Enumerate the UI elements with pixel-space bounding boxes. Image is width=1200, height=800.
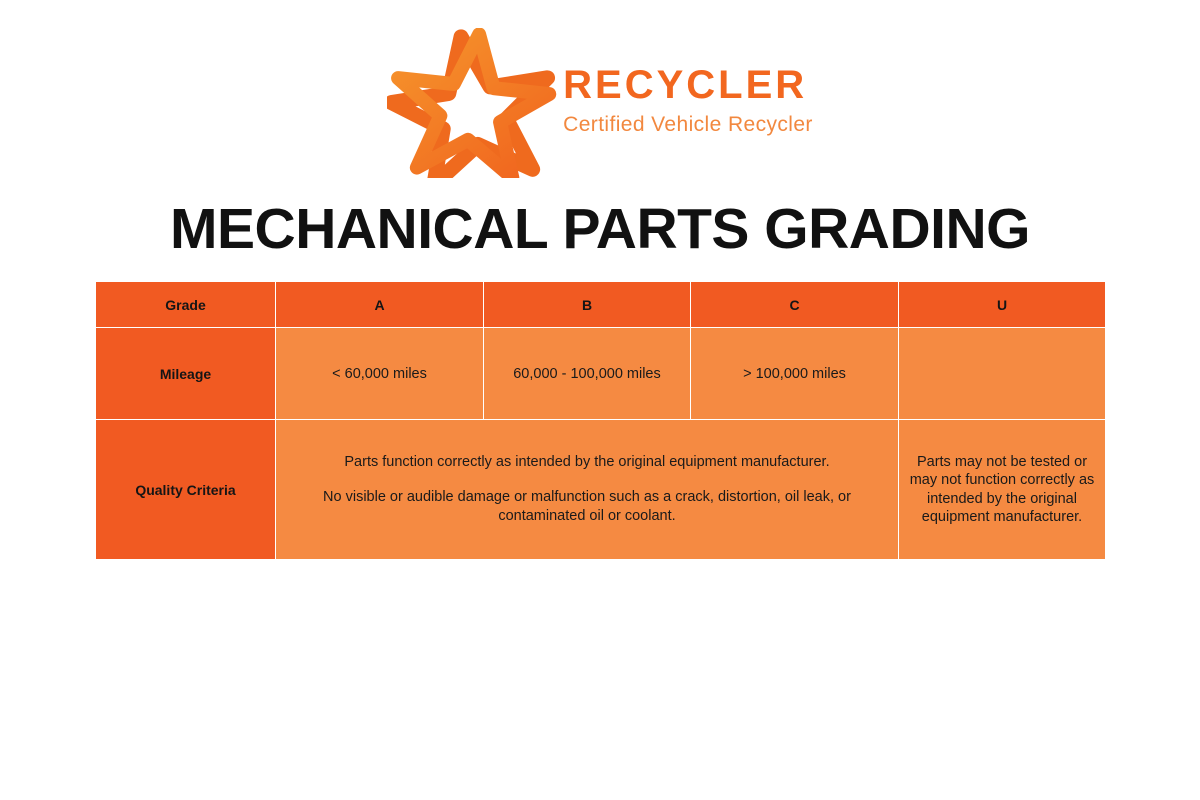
mileage-a: < 60,000 miles [276,328,484,420]
table-row [96,420,1106,560]
row-label-mileage: Mileage [96,328,276,420]
brand-logo [0,28,1200,178]
row-label-quality-criteria: Quality Criteria [96,420,276,560]
mileage-c: > 100,000 miles [691,328,899,420]
quality-criteria-u: Parts may not be tested or may not function correctly as intended by the original equipment manufacturer. [899,420,1106,560]
header-a: A [276,282,484,328]
mileage-u [899,328,1106,420]
header-b: B [484,282,691,328]
header-c: C [691,282,899,328]
logo-title: RECYCLER [563,63,808,107]
table-row [96,328,1106,420]
quality-criteria-line-1: Parts function correctly as intended by the original equipment manufacturer. [344,453,830,470]
page-title: MECHANICAL PARTS GRADING [170,197,1030,261]
logo-inner [387,28,813,178]
mileage-b: 60,000 - 100,000 miles [484,328,691,420]
logo-wordmark [563,65,813,141]
header-grade: Grade [96,282,276,328]
grading-table [95,281,1106,560]
quality-criteria-line-2: No visible or audible damage or malfunction such as a crack, distortion, oil leak, or contaminated oil or coolant. [323,488,851,525]
quality-criteria-abc [276,420,899,560]
table-header-row [96,282,1106,328]
header-u: U [899,282,1106,328]
star-outline-icon [387,28,557,178]
logo-subtitle: Certified Vehicle Recycler [563,113,813,136]
